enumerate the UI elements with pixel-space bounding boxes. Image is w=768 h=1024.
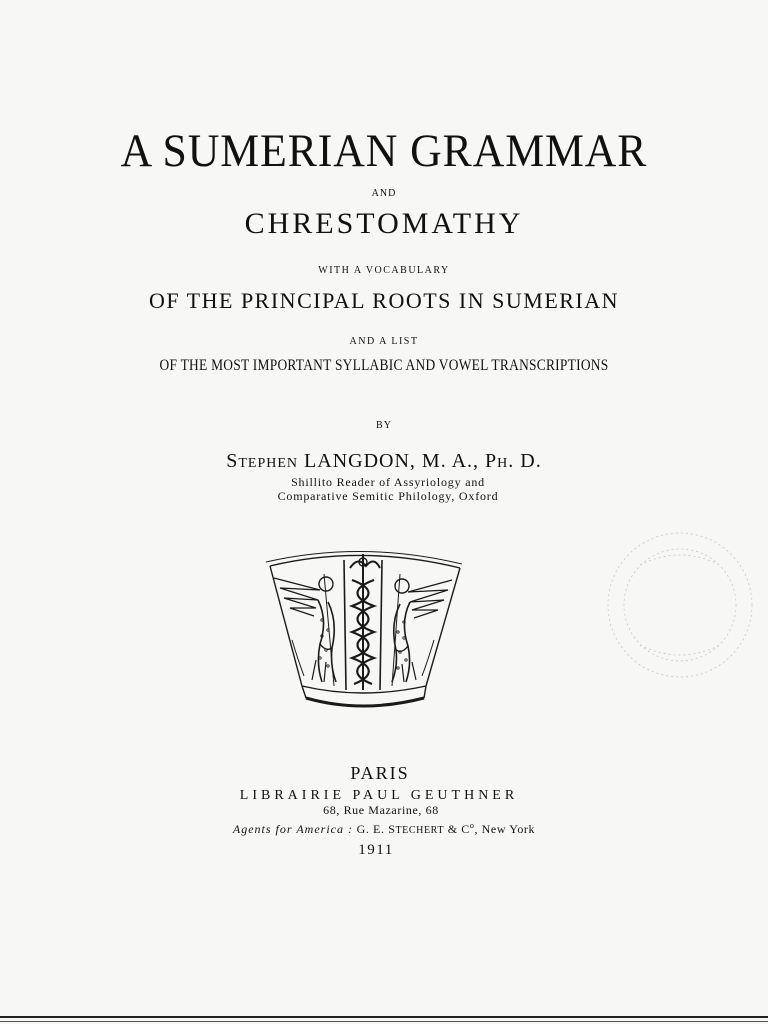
- author-last: LANGDON,: [304, 450, 416, 472]
- book-title: A SUMERIAN GRAMMAR: [120, 125, 648, 177]
- and-connector: AND: [371, 188, 397, 199]
- winged-genii-emblem: [262, 540, 462, 716]
- affiliation-line-1: Shillito Reader of Assyriology and: [291, 475, 485, 489]
- author-phd-rest: H: [497, 456, 509, 471]
- author-first-cap: S: [226, 450, 239, 472]
- and-a-list-line: AND A LIST: [349, 336, 419, 347]
- agents-label: Agents for America :: [232, 822, 353, 836]
- agents-name-c: & C: [447, 822, 470, 836]
- with-vocabulary-line: WITH A VOCABULARY: [318, 265, 450, 276]
- book-subtitle: CHRESTOMATHY: [244, 207, 524, 240]
- principal-roots-line: OF THE PRINCIPAL ROOTS IN SUMERIAN: [148, 288, 620, 313]
- author-phd-cap: P: [485, 450, 498, 472]
- author-degree-ma: M. A.,: [421, 450, 480, 472]
- affiliation-line-2: Comparative Semitic Philology, Oxford: [277, 489, 499, 503]
- agents-line: [0, 821, 768, 837]
- publication-year: 1911: [358, 842, 394, 858]
- agents-name-d: , New York: [474, 822, 536, 836]
- page-bottom-rule: [0, 1016, 768, 1018]
- publisher-address: 68, Rue Mazarine, 68: [323, 803, 439, 817]
- author-name: [0, 450, 768, 473]
- transcriptions-line: OF THE MOST IMPORTANT SYLLABIC AND VOWEL TRANSCRIPTIONS: [159, 357, 609, 374]
- publisher-name: LIBRAIRIE PAUL GEUTHNER: [239, 788, 519, 803]
- author-first-rest: TEPHEN: [238, 456, 299, 471]
- faint-library-stamp: [600, 505, 760, 705]
- by-line: BY: [376, 420, 392, 431]
- agents-name-sup: o: [469, 821, 475, 830]
- page-bottom-rule-thin: [0, 1021, 768, 1022]
- publication-city: PARIS: [350, 763, 410, 783]
- agents-name-b: TECHERT: [395, 825, 445, 836]
- author-phd-end: . D.: [508, 450, 542, 472]
- agents-name-a: G. E. S: [356, 822, 396, 836]
